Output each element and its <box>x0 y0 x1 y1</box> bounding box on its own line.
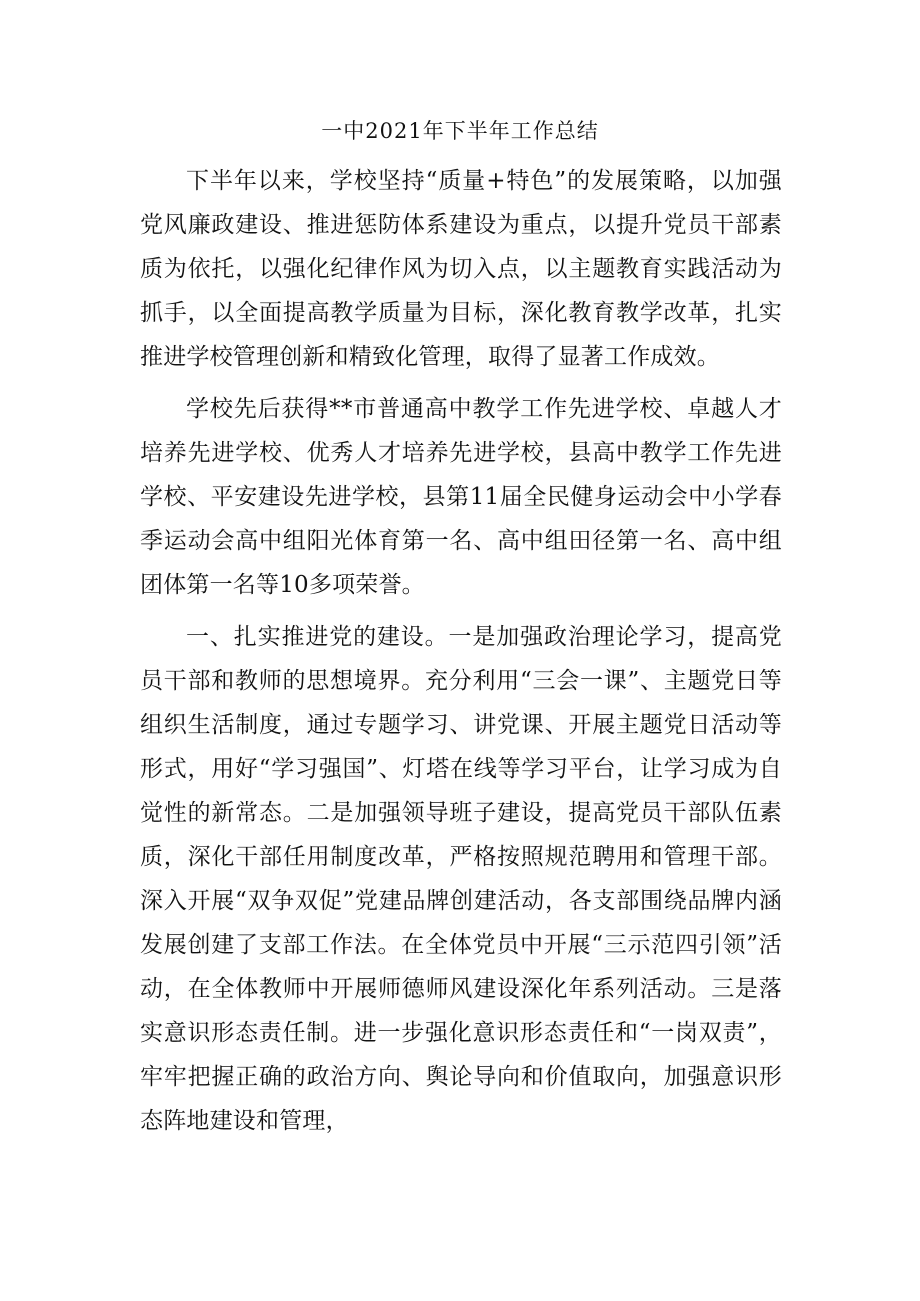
document-title: 一中2021年下半年工作总结 <box>321 119 599 143</box>
paragraph-party-building: 一、扎实推进党的建设。一是加强政治理论学习，提高党员干部和教师的思想境界。充分利用“三会一课”、主题党日等组织生活制度，通过专题学习、讲党课、开展主题党日活动等形式，用好“学习强国”、灯塔在线等学习平台，让学习成为自觉性的新常态。二是加强领导班子建设，提高党员干部队伍素质，深化干部任用制度改革，严格按照规范聘用和管理干部。深入开展“双争双促”党建品牌创建活动，各支部围绕品牌内涵发展创建了支部工作法。在全体党员中开展“三示范四引领”活动，在全体教师中开展师德师风建设深化年系列活动。三是落实意识形态责任制。进一步强化意识形态责任和“一岗双责”，牢牢把握正确的政治方向、舆论导向和价值取向，加强意识形态阵地建设和管理， <box>140 624 782 1134</box>
paragraph-honors: 学校先后获得**市普通高中教学工作先进学校、卓越人才培养先进学校、优秀人才培养先进学校，县高中教学工作先进学校、平安建设先进学校，县第11届全民健身运动会中小学春季运动会高中组阳光体育第一名、高中组田径第一名、高中组团体第一名等10多项荣誉。 <box>140 396 782 598</box>
document-body <box>140 159 782 1151</box>
paragraph-intro: 下半年以来，学校坚持“质量+特色”的发展策略，以加强党风廉政建设、推进惩防体系建设为重点，以提升党员干部素质为依托，以强化纪律作风为切入点，以主题教育实践活动为抓手，以全面提高教学质量为目标，深化教育教学改革，扎实推进学校管理创新和精致化管理，取得了显著工作成效。 <box>140 168 782 370</box>
